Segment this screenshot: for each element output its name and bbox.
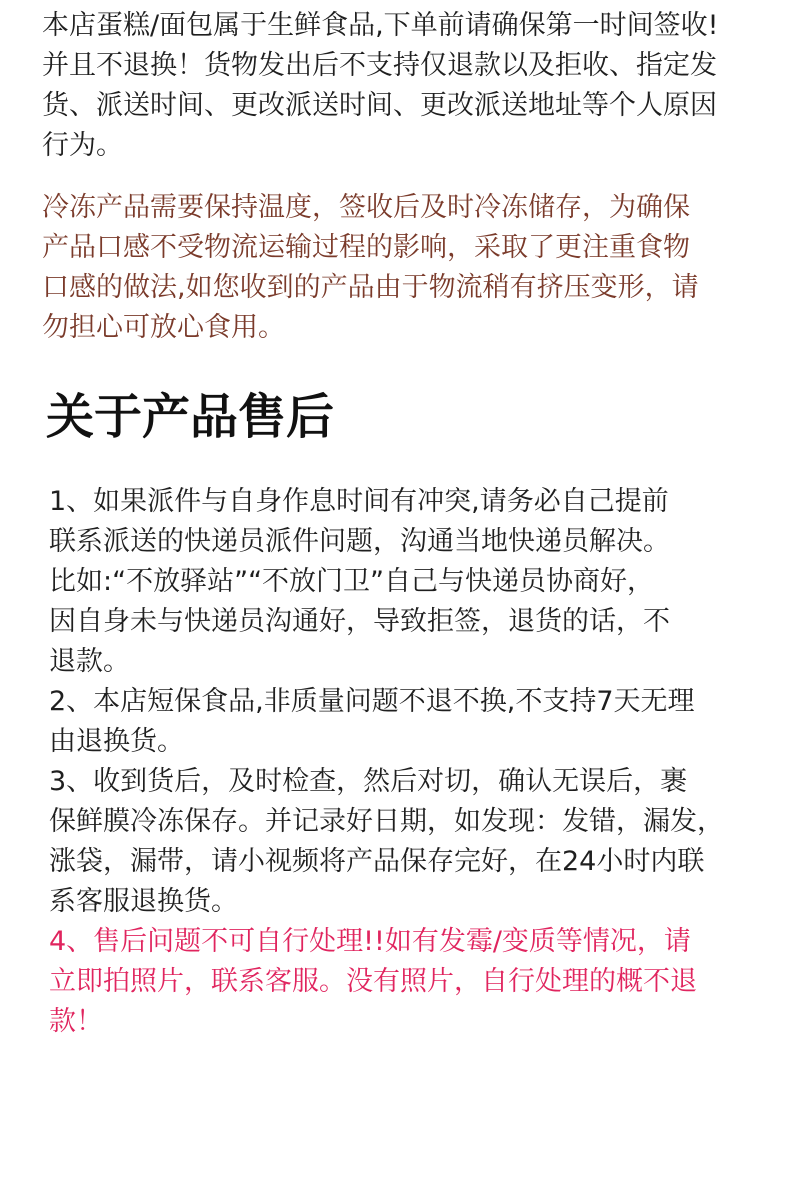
notice-line: 并且不退换！货物发出后不支持仅退款以及拒收、指定发 <box>42 50 717 81</box>
item-line: 联系派送的快递员派件问题，沟通当地快递员解决。 <box>49 526 670 557</box>
item-line: 3、收到货后，及时检查，然后对切，确认无误后，裹 <box>49 766 688 797</box>
after-sales-item-1 <box>49 482 790 682</box>
item-line: 由退换货。 <box>49 726 184 757</box>
item-line: 2、本店短保食品,非质量问题不退不换,不支持7天无理 <box>49 686 695 717</box>
cold-storage-notice <box>0 188 790 348</box>
item-line: 系客服退换货。 <box>49 886 238 917</box>
item-line: 比如:“不放驿站”“不放门卫”自己与快递员协商好， <box>49 566 655 597</box>
fresh-food-notice <box>0 6 790 166</box>
cold-storage-line: 产品口感不受物流运输过程的影响，采取了更注重食物 <box>42 232 690 263</box>
cold-storage-line: 冷冻产品需要保持温度，签收后及时冷冻储存，为确保 <box>42 192 690 223</box>
after-sales-list <box>0 482 790 1042</box>
item-line: 因自身未与快递员沟通好，导致拒签，退货的话，不 <box>49 606 670 637</box>
cold-storage-line: 口感的做法,如您收到的产品由于物流稍有挤压变形，请 <box>42 272 699 303</box>
cold-storage-line: 勿担心可放心食用。 <box>42 312 285 343</box>
after-sales-item-2 <box>49 682 790 762</box>
after-sales-item-3 <box>49 762 790 922</box>
item-line: 1、如果派件与自身作息时间有冲突,请务必自己提前 <box>49 486 669 517</box>
after-sales-heading: 关于产品售后 <box>46 389 335 445</box>
after-sales-item-4-warning <box>49 922 790 1042</box>
item-line: 保鲜膜冷冻保存。并记录好日期，如发现：发错，漏发， <box>49 806 724 837</box>
warning-line: 款！ <box>49 1006 103 1037</box>
notice-line: 本店蛋糕/面包属于生鲜食品,下单前请确保第一时间签收! <box>42 10 719 41</box>
item-line: 涨袋，漏带，请小视频将产品保存完好，在24小时内联 <box>49 846 705 877</box>
item-line: 退款。 <box>49 646 130 677</box>
notice-line: 行为。 <box>42 130 123 161</box>
warning-line: 立即拍照片，联系客服。没有照片，自行处理的概不退 <box>49 966 697 997</box>
notice-line: 货、派送时间、更改派送时间、更改派送地址等个人原因 <box>42 90 717 121</box>
warning-line: 4、售后问题不可自行处理!!如有发霉/变质等情况，请 <box>49 926 691 957</box>
